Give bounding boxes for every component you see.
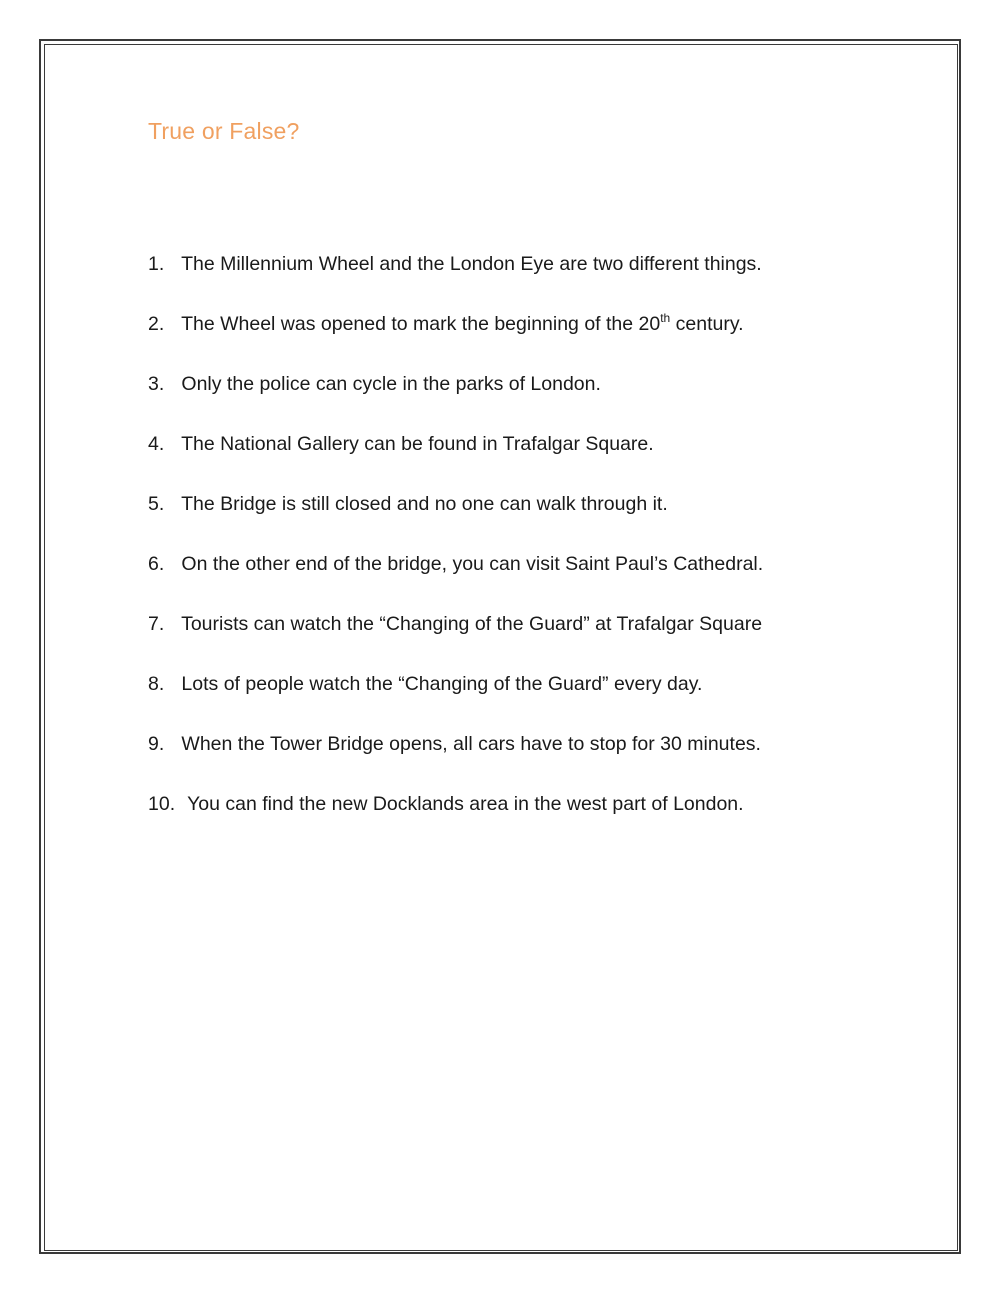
- statement-number: 3.: [148, 373, 165, 395]
- statement-number: 2.: [148, 313, 165, 335]
- statement-text: You can find the new Docklands area in the west part of London.: [187, 793, 744, 815]
- statement-number: 8.: [148, 673, 165, 695]
- statement-number: 5.: [148, 493, 165, 515]
- statement-text-before: The Wheel was opened to mark the beginning of the 20: [181, 313, 661, 335]
- statement-text: When the Tower Bridge opens, all cars have to stop for 30 minutes.: [181, 733, 761, 755]
- statement-text: Tourists can watch the “Changing of the Guard” at Trafalgar Square: [181, 613, 763, 635]
- worksheet-title: True or False?: [148, 118, 300, 144]
- statement-text: The Millennium Wheel and the London Eye are two different things.: [181, 253, 762, 275]
- statement-item: [148, 490, 908, 550]
- statement-item: [148, 670, 908, 730]
- statement-number: 7.: [148, 613, 165, 635]
- statement-superscript: th: [660, 311, 671, 325]
- statement-item: [148, 370, 908, 430]
- statement-number: 6.: [148, 553, 165, 575]
- statement-number: 1.: [148, 253, 165, 275]
- statement-text: The Bridge is still closed and no one can walk through it.: [181, 493, 668, 515]
- statement-text: Lots of people watch the “Changing of the Guard” every day.: [181, 673, 703, 695]
- statement-item: [148, 610, 908, 670]
- statement-number: 4.: [148, 433, 165, 455]
- statement-text-after: century.: [670, 313, 744, 335]
- statement-item: [148, 430, 908, 490]
- statement-item: [148, 550, 908, 610]
- statement-text: The National Gallery can be found in Trafalgar Square.: [181, 433, 654, 455]
- statement-text: Only the police can cycle in the parks of London.: [181, 373, 601, 395]
- statement-item: [148, 250, 908, 310]
- statement-item: [148, 790, 908, 850]
- statement-item: [148, 310, 908, 370]
- statement-text: [181, 313, 744, 335]
- statement-list: [148, 250, 908, 850]
- statement-item: [148, 730, 908, 790]
- statement-number: 10.: [148, 793, 176, 815]
- statement-number: 9.: [148, 733, 165, 755]
- statement-text: On the other end of the bridge, you can visit Saint Paul’s Cathedral.: [181, 553, 764, 575]
